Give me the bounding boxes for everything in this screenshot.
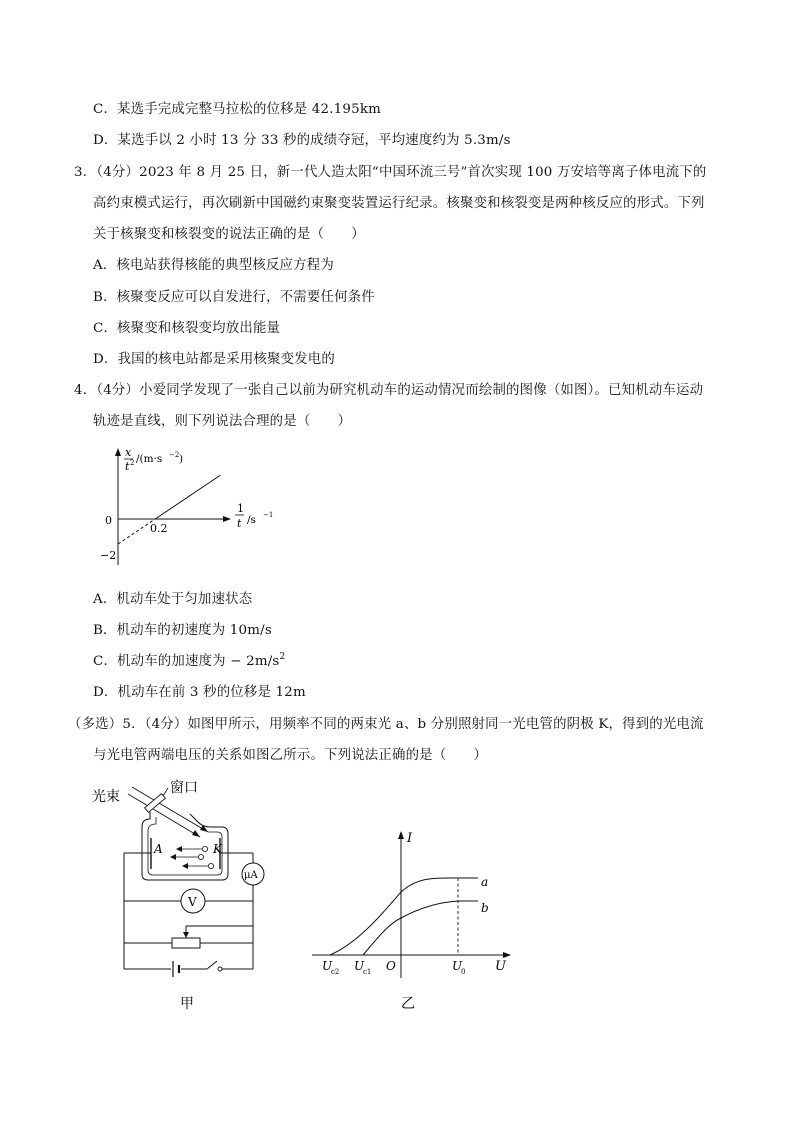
electron-1 <box>202 846 207 851</box>
u0-subscript: 0 <box>461 968 466 976</box>
x-label-denominator: t <box>237 517 242 530</box>
i-axis-label: I <box>407 831 413 846</box>
beam-label: 光束 <box>92 789 120 805</box>
q3-option-b: B．核聚变反应可以自发进行，不需要任何条件 <box>93 290 375 305</box>
switch-contact <box>218 967 222 971</box>
q3-stem-line3: 关于核聚变和核裂变的说法正确的是（ ） <box>93 227 365 242</box>
curve-b <box>363 901 478 955</box>
q4-option-b: B．机动车的初速度为 10m/s <box>93 623 272 638</box>
q3-option-d: D．我国的核电站都是采用核聚变发电的 <box>93 352 335 367</box>
uc1-label: U <box>354 959 365 973</box>
cathode-label: K <box>213 842 222 856</box>
window-label: 窗口 <box>170 780 198 796</box>
voltmeter-label: V <box>188 895 197 909</box>
y-label-unit-exp: −2 <box>169 451 180 459</box>
q3-option-a: A．核电站获得核能的典型核反应方程为 <box>93 258 334 273</box>
q3-stem-line2: 高约束模式运行，再次刷新中国磁约束聚变装置运行纪录。核聚变和核裂变是两种核反应的形式。下列 <box>93 196 705 211</box>
y-label-unit-close: ) <box>179 453 184 465</box>
q4-option-a: A．机动车处于匀加速状态 <box>93 592 253 607</box>
q5-stem-line2: 与光电管两端电压的关系如图乙所示。下列说法正确的是（ ） <box>93 748 488 763</box>
curve-b-label: b <box>481 901 489 915</box>
q3-stem-line1: 3．（4分）2023 年 8 月 25 日，新一代人造太阳“中国环流三号”首次实现 100 万安培等离子体电流下的 <box>74 165 707 180</box>
light-beam-1 <box>128 794 200 837</box>
q2-option-d: D．某选手以 2 小时 13 分 33 秒的成绩夺冠，平均速度约为 5.3m/s <box>93 133 511 148</box>
q4-option-c-text: C．机动车的加速度为 − 2m/s <box>93 654 280 669</box>
q5-figure-iu-graph <box>308 818 518 1018</box>
rheostat-slider-arrow <box>183 932 189 938</box>
u-axis-arrow <box>503 952 511 958</box>
q5-stem-line1: （多选）5．（4分）如图甲所示，用频率不同的两束光 a、b 分别照射同一光电管的阴极 K，得到的光电流 <box>68 717 704 732</box>
ammeter-label: μA <box>244 870 258 881</box>
q3-option-c: C．核聚变和核裂变均放出能量 <box>93 321 281 336</box>
origin-o-label: O <box>386 959 396 973</box>
x-tick-label: 0.2 <box>150 522 168 535</box>
i-axis-arrow <box>398 831 404 839</box>
figure-a-caption: 甲 <box>180 996 194 1012</box>
electron-arrow-2 <box>170 854 176 860</box>
y-label-numerator: x <box>125 446 132 459</box>
u-axis-label: U <box>495 959 506 974</box>
y-tick-label: −2 <box>100 549 117 562</box>
q4-option-c-exp: 2 <box>279 652 286 662</box>
uc2-subscript: c2 <box>331 968 340 976</box>
x-axis-arrow <box>223 516 231 522</box>
y-label-denominator: t <box>125 460 130 473</box>
origin-label: 0 <box>105 514 112 527</box>
anode-label: A <box>154 842 163 856</box>
q4-graph <box>100 443 275 573</box>
x-label-unit-exp: −1 <box>263 511 274 519</box>
curve-a-label: a <box>481 875 489 889</box>
q4-option-c <box>93 652 285 672</box>
electron-arrow-3 <box>182 863 188 869</box>
q2-option-c: C．某选手完成完整马拉松的位移是 42.195km <box>93 102 382 117</box>
electron-arrow-1 <box>176 846 182 852</box>
q4-option-d: D．机动车在前 3 秒的位移是 12m <box>93 685 306 700</box>
u0-label: U <box>452 959 463 973</box>
y-label-den-exp: 2 <box>130 459 135 467</box>
beam-arrow-1 <box>192 830 200 837</box>
rheostat <box>172 938 200 948</box>
y-axis-arrow <box>115 448 121 456</box>
uc2-label: U <box>322 959 333 973</box>
x-label-unit: /s <box>247 514 256 526</box>
figure-b-caption: 乙 <box>401 996 415 1012</box>
q4-stem-line2: 轨迹是直线，则下列说法合理的是（ ） <box>93 414 352 429</box>
q4-stem-line1: 4．（4分）小爱同学发现了一张自己以前为研究机动车的运动情况而绘制的图像（如图）。已知机动车运动 <box>74 383 704 398</box>
switch-blade <box>207 961 217 969</box>
uc1-subscript: c1 <box>363 968 372 976</box>
y-label-unit: /(m·s <box>136 453 163 465</box>
electron-2 <box>198 854 203 859</box>
q5-figure-circuit <box>92 774 282 1014</box>
x-label-numerator: 1 <box>237 502 244 515</box>
electron-3 <box>208 863 213 868</box>
graph-line-solid <box>155 475 220 519</box>
